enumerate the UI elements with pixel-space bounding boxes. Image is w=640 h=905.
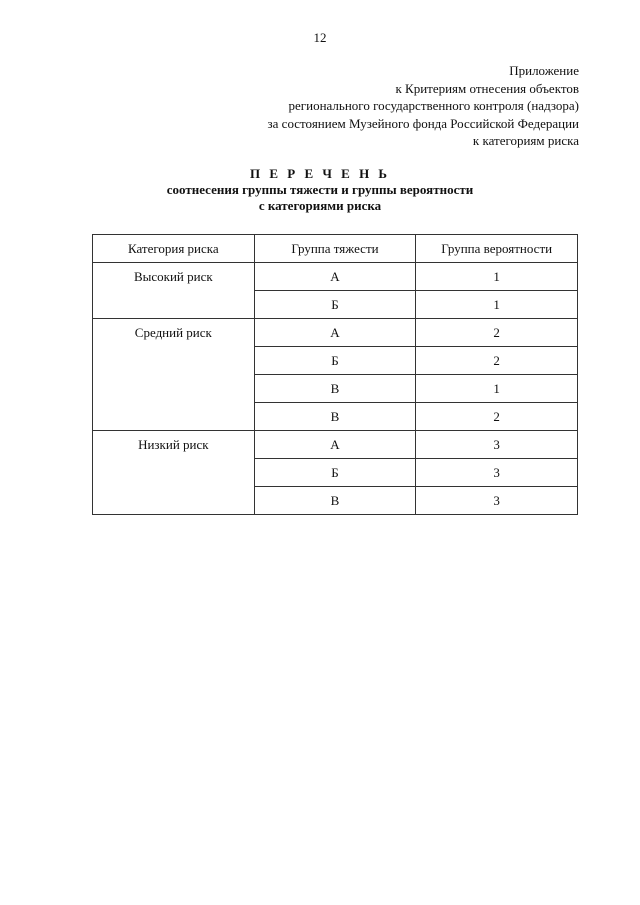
probability-cell: 1 — [416, 375, 578, 403]
appendix-line: за состоянием Музейного фонда Российской Федерации — [267, 115, 579, 131]
appendix-line: регионального государственного контроля (надзора) — [288, 98, 579, 113]
severity-cell: А — [254, 263, 416, 291]
severity-cell: В — [254, 375, 416, 403]
table-row — [93, 263, 578, 291]
document-heading — [0, 166, 640, 214]
probability-cell: 2 — [416, 347, 578, 375]
severity-cell: В — [254, 487, 416, 515]
probability-cell: 2 — [416, 403, 578, 431]
probability-cell: 2 — [416, 319, 578, 347]
document-subtitle: с категориями риска — [258, 198, 382, 213]
appendix-line: к категориям риска — [472, 133, 579, 148]
appendix-line: к Критериям отнесения объектов — [395, 80, 579, 96]
page-number: 12 — [313, 30, 327, 45]
severity-cell: А — [254, 431, 416, 459]
category-cell: Высокий риск — [93, 263, 255, 319]
probability-cell: 1 — [416, 263, 578, 291]
category-cell: Средний риск — [93, 319, 255, 431]
severity-cell: В — [254, 403, 416, 431]
appendix-line: Приложение — [509, 63, 579, 78]
header-category: Категория риска — [93, 235, 255, 263]
header-probability: Группа вероятности — [416, 235, 578, 263]
probability-cell: 3 — [416, 431, 578, 459]
document-subtitle: соотнесения группы тяжести и группы вероятности — [166, 182, 474, 197]
severity-cell: Б — [254, 291, 416, 319]
severity-cell: Б — [254, 347, 416, 375]
table-header-row — [93, 235, 578, 263]
document-title: П Е Р Е Ч Е Н Ь — [249, 166, 391, 181]
table-row — [93, 431, 578, 459]
risk-table — [92, 234, 578, 515]
probability-cell: 1 — [416, 291, 578, 319]
probability-cell: 3 — [416, 459, 578, 487]
probability-cell: 3 — [416, 487, 578, 515]
severity-cell: А — [254, 319, 416, 347]
table-row — [93, 319, 578, 347]
table-body — [93, 263, 578, 515]
header-severity: Группа тяжести — [254, 235, 416, 263]
severity-cell: Б — [254, 459, 416, 487]
appendix-header — [159, 62, 579, 150]
category-cell: Низкий риск — [93, 431, 255, 515]
